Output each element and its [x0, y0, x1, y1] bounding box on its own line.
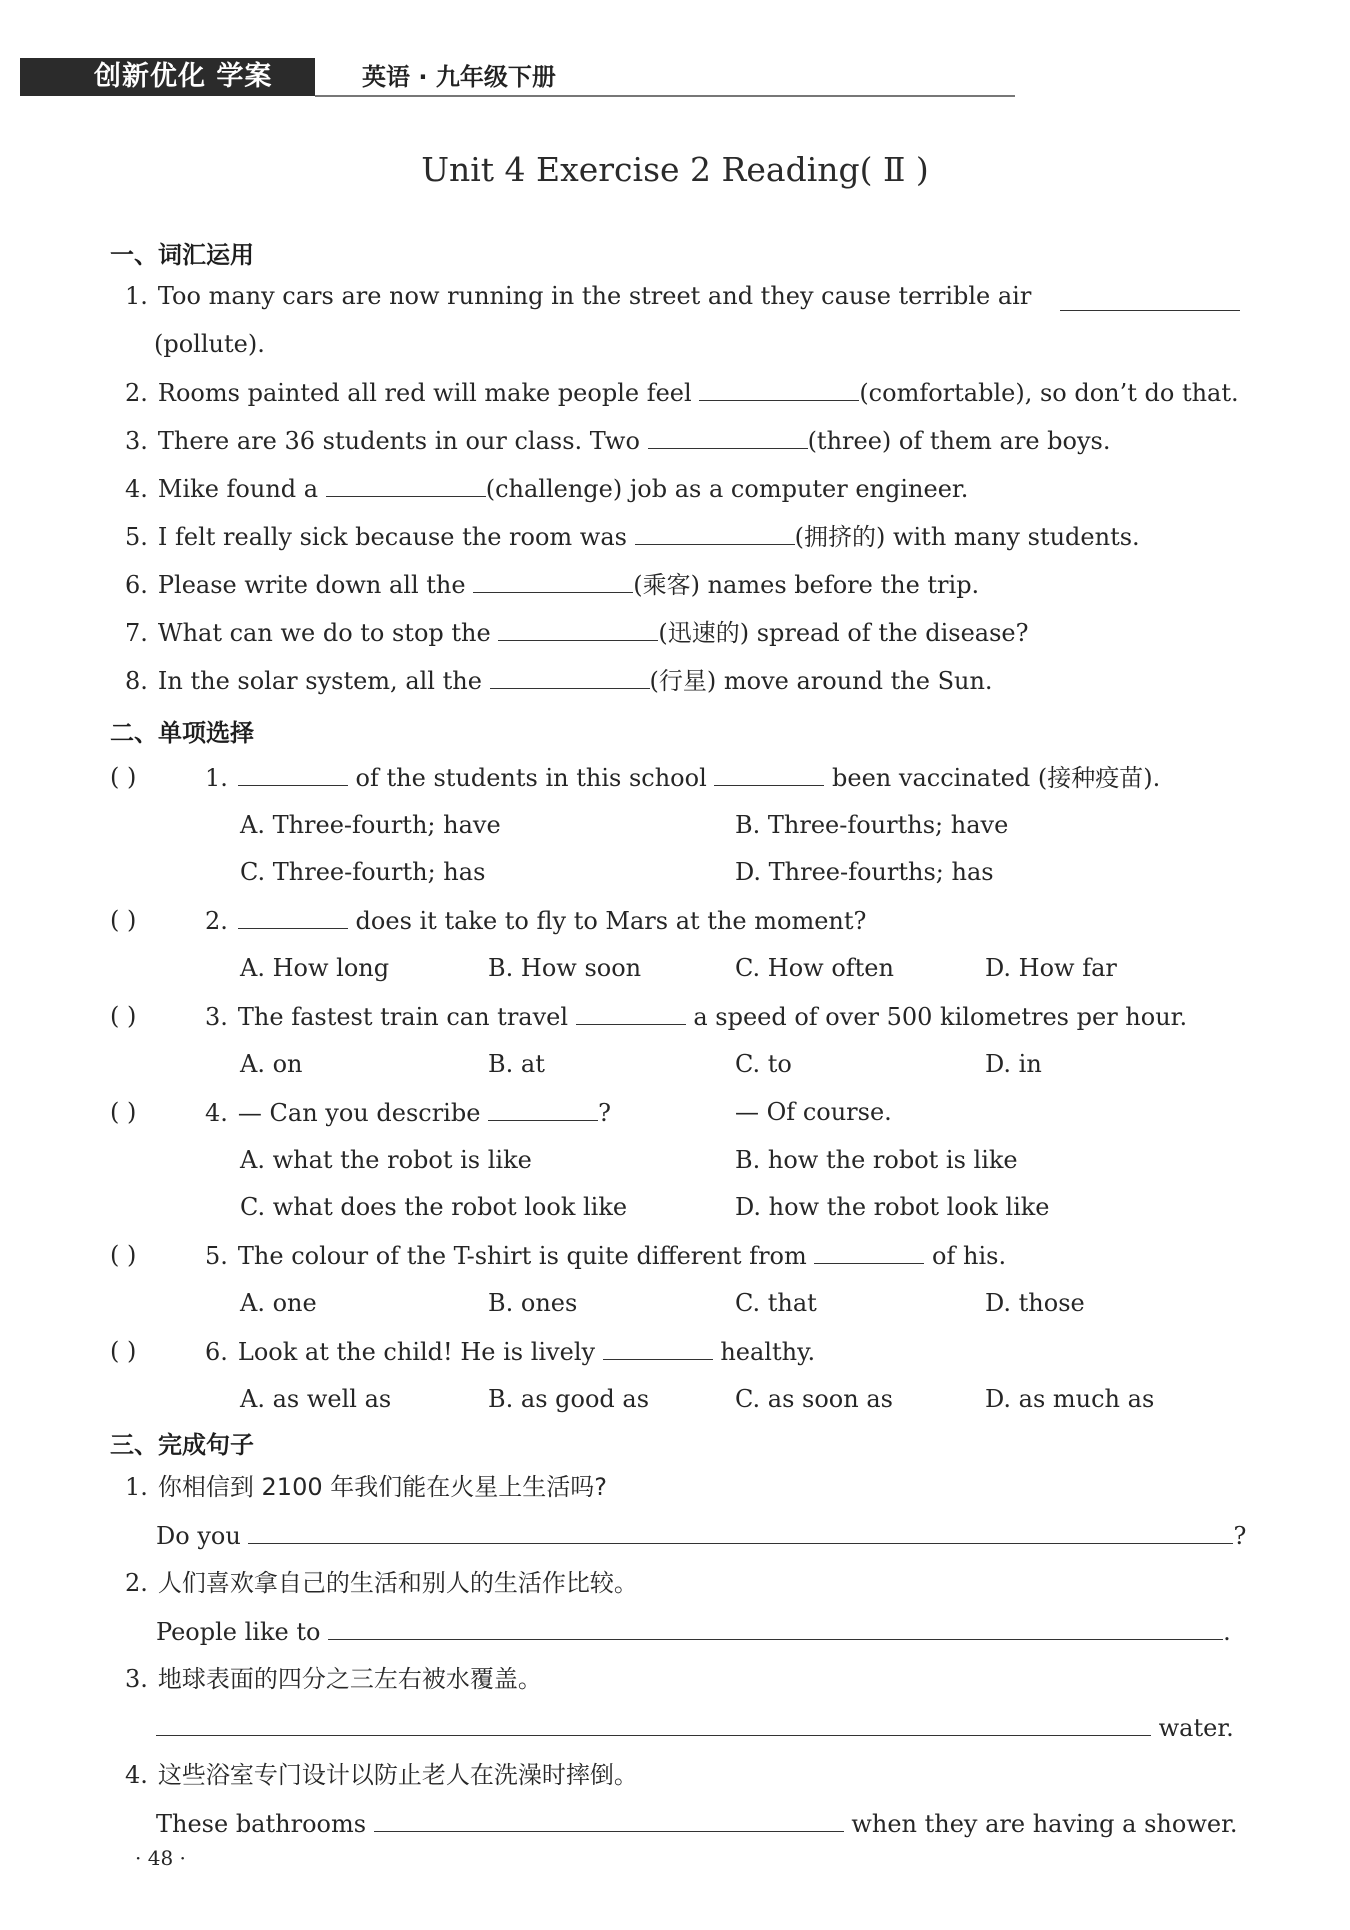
- item-text: I felt really sick because the room was: [157, 523, 627, 551]
- item-number: 5.: [205, 1242, 228, 1270]
- option-c[interactable]: C. Three-fourth; has: [240, 858, 486, 886]
- item-text: What can we do to stop the: [157, 619, 491, 647]
- mc-question-2: [205, 908, 866, 933]
- header-rule: [315, 95, 1015, 97]
- answer-blank[interactable]: [648, 428, 808, 449]
- sentence-end: water.: [1158, 1714, 1234, 1742]
- page-number: · 48 ·: [135, 1846, 186, 1870]
- option-b[interactable]: B. ones: [488, 1289, 578, 1317]
- vocab-item-4: [125, 476, 968, 501]
- item-text: In the solar system, all the: [157, 667, 482, 695]
- sentence-line-3: [156, 1715, 1234, 1740]
- option-c[interactable]: C. to: [735, 1050, 792, 1078]
- sentence-end: .: [1223, 1618, 1231, 1646]
- option-d[interactable]: D. How far: [985, 954, 1117, 982]
- answer-blank[interactable]: [1060, 290, 1240, 311]
- answer-blank[interactable]: [814, 1243, 924, 1264]
- item-text: Mike found a: [157, 475, 319, 503]
- item-number: 2.: [125, 1569, 148, 1597]
- question-text: Look at the child! He is lively: [237, 1338, 596, 1366]
- item-text: Too many cars are now running in the street and they cause terrible air: [157, 282, 1032, 310]
- answer-blank[interactable]: [238, 908, 348, 929]
- unit-title: Unit 4 Exercise 2 Reading( Ⅱ ): [421, 150, 929, 189]
- sentence-line-1: [156, 1523, 1246, 1548]
- question-text: The fastest train can travel: [237, 1003, 569, 1031]
- vocab-item-8: [125, 668, 993, 693]
- mc-question-5: [205, 1243, 1006, 1268]
- dialogue-reply: — Of course.: [735, 1098, 892, 1126]
- option-d[interactable]: D. in: [985, 1050, 1042, 1078]
- answer-parentheses[interactable]: ( ): [110, 763, 137, 791]
- answer-blank[interactable]: [238, 765, 348, 786]
- option-c[interactable]: C. that: [735, 1289, 817, 1317]
- section-heading-vocabulary: 一、词汇运用: [110, 241, 254, 269]
- item-hint: (three) of them are boys.: [807, 427, 1111, 455]
- answer-parentheses[interactable]: ( ): [110, 1002, 137, 1030]
- item-text: Rooms painted all red will make people feel: [157, 379, 692, 407]
- series-badge: 创新优化 学案: [20, 58, 315, 96]
- book-title: 英语 · 九年级下册: [362, 63, 556, 91]
- question-text: does it take to fly to Mars at the moment?: [355, 907, 867, 935]
- chinese-prompt: 人们喜欢拿自己的生活和别人的生活作比较。: [157, 1569, 638, 1597]
- option-c[interactable]: C. How often: [735, 954, 894, 982]
- answer-blank[interactable]: [488, 1100, 598, 1121]
- option-d[interactable]: D. how the robot look like: [735, 1193, 1050, 1221]
- question-text: healthy.: [720, 1338, 816, 1366]
- chinese-prompt: 地球表面的四分之三左右被水覆盖。: [157, 1665, 542, 1693]
- answer-parentheses[interactable]: ( ): [110, 1337, 137, 1365]
- item-hint: (乘客) names before the trip.: [633, 571, 980, 599]
- answer-blank[interactable]: [156, 1715, 1151, 1736]
- vocab-item-7: [125, 620, 1029, 645]
- item-hint: (challenge) job as a computer engineer.: [485, 475, 969, 503]
- option-a[interactable]: A. How long: [240, 954, 390, 982]
- mc-question-4: [205, 1100, 611, 1125]
- vocab-item-1-cont: (pollute).: [154, 330, 265, 358]
- sentence-end: when they are having a shower.: [851, 1810, 1238, 1838]
- item-text: Please write down all the: [157, 571, 466, 599]
- item-number: 7.: [125, 619, 148, 647]
- sentence-start: People like to: [156, 1618, 321, 1646]
- sentence-line-4: [156, 1811, 1238, 1836]
- question-text: a speed of over 500 kilometres per hour.: [693, 1003, 1188, 1031]
- option-d[interactable]: D. those: [985, 1289, 1085, 1317]
- option-b[interactable]: B. as good as: [488, 1385, 650, 1413]
- vocab-item-1: [125, 284, 1031, 308]
- option-a[interactable]: A. as well as: [240, 1385, 392, 1413]
- chinese-prompt: 你相信到 2100 年我们能在火星上生活吗?: [157, 1473, 607, 1501]
- sentence-item-4: [125, 1763, 638, 1787]
- question-text: of his.: [932, 1242, 1007, 1270]
- option-a[interactable]: A. on: [240, 1050, 303, 1078]
- answer-parentheses[interactable]: ( ): [110, 1098, 137, 1126]
- sentence-start: These bathrooms: [156, 1810, 367, 1838]
- option-b[interactable]: B. How soon: [488, 954, 642, 982]
- item-hint: (行星) move around the Sun.: [649, 667, 993, 695]
- item-number: 1.: [125, 1473, 148, 1501]
- item-hint: (comfortable), so don’t do that.: [859, 379, 1239, 407]
- option-c[interactable]: C. as soon as: [735, 1385, 893, 1413]
- option-a[interactable]: A. one: [240, 1289, 317, 1317]
- question-text: been vaccinated (接种疫苗).: [832, 764, 1161, 792]
- item-number: 2.: [125, 379, 148, 407]
- vocab-item-6: [125, 572, 979, 597]
- item-number: 6.: [205, 1338, 228, 1366]
- item-number: 3.: [125, 1665, 148, 1693]
- answer-parentheses[interactable]: ( ): [110, 1241, 137, 1269]
- answer-blank[interactable]: [603, 1339, 713, 1360]
- option-b[interactable]: B. how the robot is like: [735, 1146, 1018, 1174]
- item-number: 4.: [205, 1099, 228, 1127]
- option-d[interactable]: D. Three-fourths; has: [735, 858, 994, 886]
- answer-blank[interactable]: [714, 765, 824, 786]
- mc-question-1: [205, 765, 1160, 790]
- sentence-end: ?: [1233, 1522, 1247, 1550]
- option-c[interactable]: C. what does the robot look like: [240, 1193, 628, 1221]
- answer-blank[interactable]: [490, 668, 650, 689]
- item-hint: (拥挤的) with many students.: [794, 523, 1140, 551]
- item-number: 2.: [205, 907, 228, 935]
- mc-question-3: [205, 1004, 1187, 1029]
- option-a[interactable]: A. Three-fourth; have: [240, 811, 501, 839]
- answer-blank[interactable]: [328, 1619, 1223, 1640]
- sentence-item-3: [125, 1667, 542, 1691]
- answer-blank[interactable]: [699, 380, 859, 401]
- mc-question-6: [205, 1339, 815, 1364]
- question-text: The colour of the T-shirt is quite different from: [237, 1242, 807, 1270]
- question-text: ?: [598, 1099, 611, 1127]
- option-d[interactable]: D. as much as: [985, 1385, 1155, 1413]
- answer-blank[interactable]: [473, 572, 633, 593]
- item-number: 3.: [205, 1003, 228, 1031]
- answer-blank[interactable]: [635, 524, 795, 545]
- sentence-start: Do you: [156, 1522, 241, 1550]
- sentence-line-2: [156, 1619, 1231, 1644]
- item-number: 3.: [125, 427, 148, 455]
- item-number: 6.: [125, 571, 148, 599]
- item-number: 1.: [205, 764, 228, 792]
- option-b[interactable]: B. at: [488, 1050, 545, 1078]
- answer-blank[interactable]: [248, 1523, 1233, 1544]
- item-number: 1.: [125, 282, 148, 310]
- sentence-item-2: [125, 1571, 638, 1595]
- item-number: 4.: [125, 475, 148, 503]
- item-text: There are 36 students in our class. Two: [157, 427, 640, 455]
- question-text: — Can you describe: [237, 1099, 481, 1127]
- answer-blank[interactable]: [576, 1004, 686, 1025]
- answer-blank[interactable]: [374, 1811, 844, 1832]
- option-a[interactable]: A. what the robot is like: [240, 1146, 532, 1174]
- item-number: 8.: [125, 667, 148, 695]
- item-number: 5.: [125, 523, 148, 551]
- vocab-item-3: [125, 428, 1110, 453]
- answer-blank[interactable]: [498, 620, 658, 641]
- section-heading-complete-sentences: 三、完成句子: [110, 1431, 254, 1459]
- question-text: of the students in this school: [355, 764, 707, 792]
- item-hint: (迅速的) spread of the disease?: [658, 619, 1029, 647]
- chinese-prompt: 这些浴室专门设计以防止老人在洗澡时摔倒。: [157, 1761, 638, 1789]
- answer-blank[interactable]: [326, 476, 486, 497]
- option-b[interactable]: B. Three-fourths; have: [735, 811, 1009, 839]
- answer-parentheses[interactable]: ( ): [110, 906, 137, 934]
- item-number: 4.: [125, 1761, 148, 1789]
- section-heading-multiple-choice: 二、单项选择: [110, 719, 254, 747]
- sentence-item-1: [125, 1475, 607, 1499]
- vocab-item-5: [125, 524, 1140, 549]
- vocab-item-2: [125, 380, 1239, 405]
